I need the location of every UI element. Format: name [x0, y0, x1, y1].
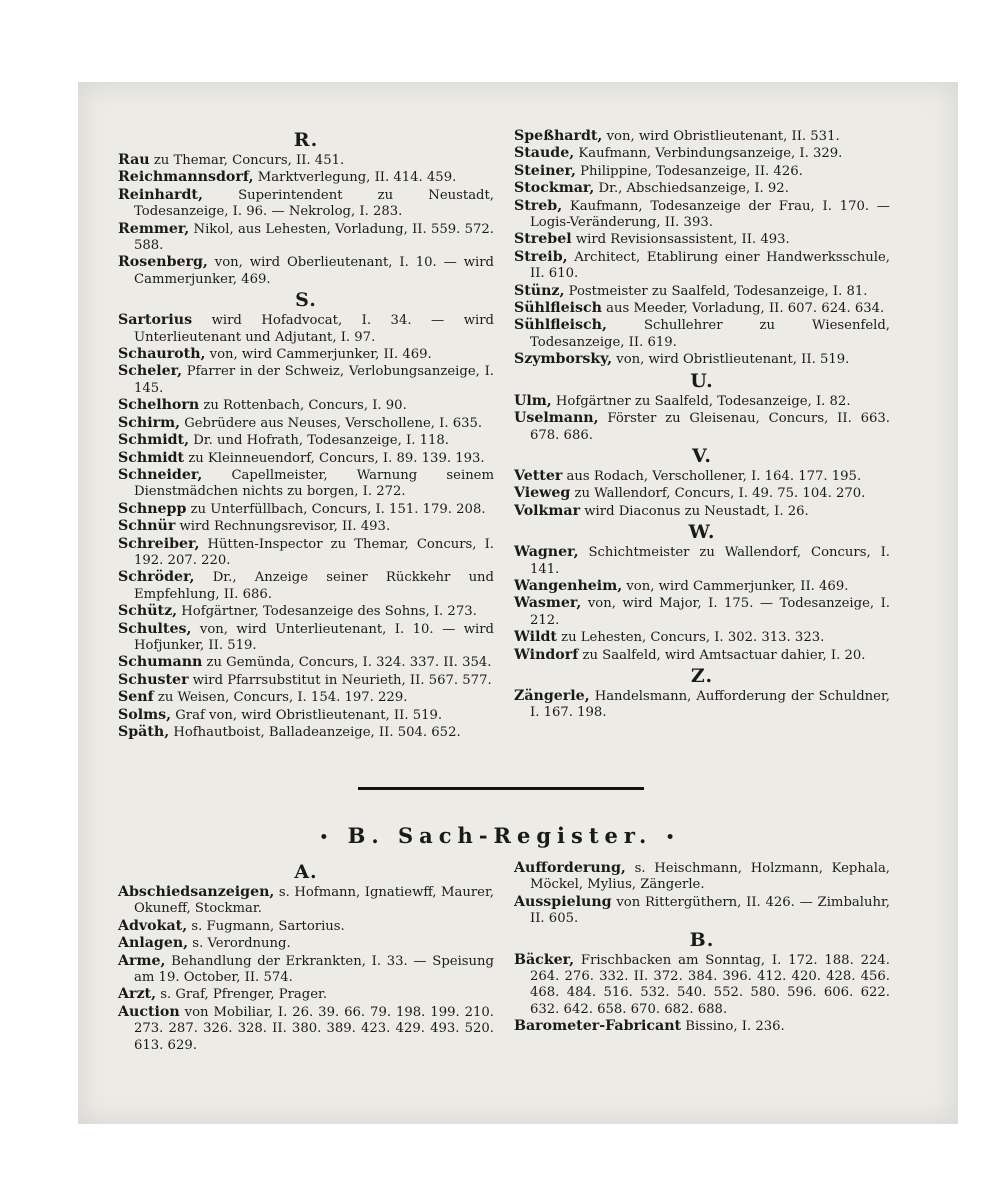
entry-headword: Advokat, [118, 917, 188, 934]
entry-text: Hofhautboist, Balladeanzeige, II. 504. 652. [169, 725, 461, 740]
entry-text: zu Wallendorf, Concurs, I. 49. 75. 104. 270. [570, 486, 866, 502]
index-entry [514, 351, 890, 368]
index-entry [514, 393, 890, 410]
index-entry [118, 518, 494, 535]
index-entry [514, 578, 890, 595]
entry-headword: Windorf [514, 646, 579, 663]
index-entry [118, 654, 494, 671]
entry-headword: Schelhorn [118, 397, 200, 414]
entry-headword: Solms, [118, 706, 172, 723]
persons-register-left-column [118, 128, 494, 741]
index-entry [514, 198, 890, 232]
entry-headword: Schirm, [118, 414, 181, 431]
entry-headword: Schauroth, [118, 346, 206, 363]
entry-text: Kaufmann, Todesanzeige der Frau, I. 170. — Logis-Veränderung, II. 393. [530, 198, 890, 231]
entry-headword: Reichmannsdorf, [118, 169, 254, 186]
entry-text: wird Diaconus zu Neustadt, I. 26. [580, 503, 809, 519]
entry-text: Schichtmeister zu Wallendorf, Concurs, I. 141. [530, 545, 890, 577]
entry-headword: Späth, [118, 724, 170, 740]
subject-register-right-column [514, 860, 890, 1036]
index-entry [514, 860, 890, 894]
index-entry [514, 180, 890, 197]
index-entry [118, 689, 494, 706]
entry-text: von, wird Cammerjunker, II. 469. [205, 347, 432, 363]
register-heading: B. Sach-Register. [347, 823, 653, 848]
index-entry [118, 187, 494, 221]
entry-text: Dr. und Hofrath, Todesanzeige, I. 118. [189, 433, 449, 449]
entry-text: Bissino, I. 236. [681, 1019, 785, 1035]
letter-heading: W. [688, 521, 716, 544]
entry-headword: Uselmann, [514, 410, 599, 427]
entry-text: Frischbacken am Sonntag, I. 172. 188. 224. 264. 276. 332. II. 372. 384. 396. 412. 420. 428. 456. 468. 484. 516. 532. 540. 552. 580. 596. 606. 622. 632. 642. 658. 670. 682. 688. [530, 952, 890, 1017]
entry-text: von, wird Obristlieutenant, II. 519. [612, 352, 850, 368]
entry-headword: Wasmer, [514, 595, 582, 612]
index-entry [514, 283, 890, 300]
entry-headword: Wagner, [514, 544, 579, 561]
entry-text: s. Fugmann, Sartorius. [187, 918, 345, 934]
letter-heading: Z. [690, 664, 714, 687]
entry-text: von, wird Unterlieutenant, I. 10. — wird Hofjunker, II. 519. [134, 621, 494, 653]
entry-text: aus Rodach, Verschollener, I. 164. 177. 195. [562, 468, 862, 484]
entry-headword: Ulm, [514, 392, 552, 409]
entry-headword: Streib, [514, 248, 568, 265]
entry-headword: Schröder, [118, 569, 195, 586]
entry-text: Philippine, Todesanzeige, II. 426. [575, 163, 803, 179]
index-entry [514, 1018, 890, 1035]
index-entry [118, 935, 494, 952]
entry-text: Kaufmann, Verbindungsanzeige, I. 329. [574, 146, 843, 162]
entry-text: Dr., Abschiedsanzeige, I. 92. [594, 181, 789, 197]
entry-headword: Anlagen, [118, 935, 189, 952]
entry-headword: Reinhardt, [118, 186, 203, 203]
entry-headword: Senf [118, 689, 154, 706]
entry-text: Gebrüdere aus Neuses, Verschollene, I. 635. [180, 415, 483, 431]
letter-heading: B. [689, 928, 715, 951]
entry-headword: Rau [118, 152, 150, 168]
index-entry [118, 1004, 494, 1054]
index-entry [118, 918, 494, 935]
subject-register-left-column [118, 860, 494, 1054]
index-entry [118, 346, 494, 363]
entry-headword: Speßhardt, [514, 128, 603, 144]
entry-text: zu Rottenbach, Concurs, I. 90. [199, 398, 407, 414]
index-entry [118, 603, 494, 620]
entry-headword: Remmer, [118, 220, 190, 237]
persons-register-right-column [514, 128, 890, 722]
entry-text: Dr., Anzeige seiner Rückkehr und Empfehlung, II. 686. [134, 570, 494, 602]
entry-headword: Volkmar [514, 502, 581, 519]
index-entry [514, 894, 890, 928]
entry-text: s. Hofmann, Ignatiewff, Maurer, Okuneff, Stockmar. [134, 885, 494, 917]
index-entry [514, 595, 890, 629]
index-entry [514, 647, 890, 664]
index-entry [514, 544, 890, 578]
index-entry [118, 450, 494, 467]
letter-heading: A. [294, 861, 318, 883]
entry-headword: Schütz, [118, 603, 178, 620]
index-entry [118, 672, 494, 689]
entry-text: wird Pfarrsubstitut in Neurieth, II. 567. 577. [188, 672, 492, 688]
entry-text: Marktverlegung, II. 414. 459. [253, 170, 457, 186]
entry-headword: Auction [118, 1003, 180, 1020]
entry-headword: Wildt [514, 629, 557, 646]
entry-headword: Rosenberg, [118, 254, 208, 271]
entry-headword: Schultes, [118, 620, 192, 637]
entry-text: Hütten-Inspector zu Themar, Concurs, I. 192. 207. 220. [134, 536, 494, 568]
index-entry [118, 432, 494, 449]
index-entry [118, 397, 494, 414]
entry-headword: Vetter [514, 467, 563, 484]
letter-heading: R. [293, 129, 319, 151]
index-entry [118, 152, 494, 169]
entry-text: von, wird Major, I. 175. — Todesanzeige, I. 212. [530, 596, 890, 628]
letter-heading: V. [691, 444, 713, 467]
entry-headword: Zängerle, [514, 687, 590, 704]
entry-text: Handelsmann, Aufforderung der Schuldner, I. 167. 198. [530, 688, 890, 721]
entry-text: zu Unterfüllbach, Concurs, I. 151. 179. 208. [186, 501, 486, 517]
entry-headword: Aufforderung, [514, 860, 626, 876]
index-entry [514, 485, 890, 502]
entry-headword: Schnür [118, 518, 176, 535]
entry-text: s. Graf, Pfrenger, Prager. [156, 987, 328, 1003]
index-entry [118, 467, 494, 501]
index-entry [514, 128, 890, 145]
entry-text: Förster zu Gleisenau, Concurs, II. 663. 678. 686. [530, 411, 890, 443]
entry-headword: Arzt, [118, 986, 157, 1003]
entry-text: von, wird Oberlieutenant, I. 10. — wird Cammerjunker, 469. [134, 255, 494, 287]
letter-heading: S. [295, 289, 317, 312]
entry-text: s. Heischmann, Holzmann, Kephala, Möckel, Mylius, Zängerle. [530, 861, 890, 893]
entry-headword: Schuster [118, 671, 189, 688]
section-divider [358, 787, 644, 790]
entry-headword: Scheler, [118, 363, 183, 380]
index-entry [514, 231, 890, 248]
index-entry [118, 312, 494, 346]
index-entry [118, 221, 494, 255]
index-entry [118, 501, 494, 518]
index-entry [118, 536, 494, 570]
entry-text: von Mobiliar, I. 26. 39. 66. 79. 198. 199. 210. 273. 287. 326. 328. II. 380. 389. 423. 429. 493. 520. 613. 629. [134, 1004, 494, 1053]
index-entry [514, 317, 890, 351]
index-entry [514, 952, 890, 1019]
entry-headword: Ausspielung [514, 893, 612, 910]
entry-text: zu Lehesten, Concurs, I. 302. 313. 323. [556, 630, 825, 646]
index-entry [118, 724, 494, 741]
entry-text: Hofgärtner zu Saalfeld, Todesanzeige, I. 82. [551, 393, 851, 409]
letter-heading: U. [690, 369, 714, 392]
index-entry [118, 169, 494, 186]
entry-text: wird Rechnungsrevisor, II. 493. [175, 519, 391, 535]
entry-text: Capellmeister, Warnung seinem Dienstmädchen nichts zu borgen, I. 272. [134, 467, 494, 500]
entry-headword: Schreiber, [118, 535, 200, 552]
entry-headword: Arme, [118, 952, 166, 969]
entry-headword: Staude, [514, 145, 575, 162]
entry-text: Schullehrer zu Wiesenfeld, Todesanzeige, II. 619. [530, 318, 890, 350]
entry-text: wird Hofadvocat, I. 34. — wird Unterlieutenant und Adjutant, I. 97. [134, 313, 494, 345]
index-entry [118, 363, 494, 397]
entry-text: wird Revisionsassistent, II. 493. [571, 232, 790, 248]
entry-text: von Rittergüthern, II. 426. — Zimbaluhr, II. 605. [530, 894, 890, 927]
entry-headword: Sartorius [118, 312, 193, 329]
entry-headword: Steiner, [514, 162, 576, 179]
entry-headword: Streb, [514, 197, 563, 214]
entry-text: aus Meeder, Vorladung, II. 607. 624. 634. [601, 301, 885, 317]
index-entry [514, 249, 890, 283]
entry-headword: Stockmar, [514, 180, 595, 197]
index-entry [514, 163, 890, 180]
entry-text: Nikol, aus Lehesten, Vorladung, II. 559. 572. 588. [134, 221, 494, 254]
entry-headword: Schnepp [118, 500, 187, 517]
entry-text: zu Saalfeld, wird Amtsactuar dahier, I. 20. [578, 647, 866, 663]
entry-headword: Schmidt [118, 449, 185, 466]
index-entry [514, 468, 890, 485]
entry-text: Architect, Etablirung einer Handwerksschule, II. 610. [530, 249, 890, 282]
entry-text: zu Kleinneuendorf, Concurs, I. 89. 139. 193. [184, 450, 485, 466]
entry-text: zu Weisen, Concurs, I. 154. 197. 229. [153, 690, 408, 706]
index-entry [514, 145, 890, 162]
entry-text: zu Gemünda, Concurs, I. 324. 337. II. 354. [202, 655, 492, 671]
entry-text: Postmeister zu Saalfeld, Todesanzeige, I. 81. [564, 283, 868, 299]
index-entry [118, 884, 494, 918]
entry-text: Hofgärtner, Todesanzeige des Sohns, I. 273. [177, 604, 477, 620]
index-entry [118, 254, 494, 288]
entry-headword: Bäcker, [514, 951, 575, 968]
index-entry [514, 410, 890, 444]
entry-text: Behandlung der Erkrankten, I. 33. — Speisung am 19. October, II. 574. [134, 953, 494, 986]
subject-register-title [0, 823, 1000, 848]
entry-text: Pfarrer in der Schweiz, Verlobungsanzeige, I. 145. [134, 364, 494, 396]
entry-headword: Strebel [514, 231, 572, 248]
entry-text: Graf von, wird Obristlieutenant, II. 519. [171, 707, 443, 723]
entry-headword: Barometer-Fabricant [514, 1018, 682, 1035]
entry-text: s. Verordnung. [188, 936, 291, 952]
index-entry [118, 953, 494, 987]
entry-headword: Abschiedsanzeigen, [118, 884, 275, 900]
index-entry [118, 621, 494, 655]
entry-headword: Stünz, [514, 282, 565, 299]
index-entry [118, 415, 494, 432]
index-entry [514, 300, 890, 317]
entry-headword: Schmidt, [118, 432, 190, 449]
entry-text: von, wird Obristlieutenant, II. 531. [602, 129, 840, 144]
index-entry [514, 629, 890, 646]
index-entry [118, 569, 494, 603]
entry-headword: Sühlfleisch [514, 300, 602, 317]
entry-headword: Wangenheim, [514, 577, 623, 594]
index-entry [514, 688, 890, 722]
index-entry [118, 707, 494, 724]
index-entry [514, 503, 890, 520]
bullet-mark-right: • [665, 829, 681, 846]
entry-headword: Schumann [118, 654, 203, 671]
index-entry [118, 986, 494, 1003]
entry-headword: Sühlfleisch, [514, 317, 607, 334]
entry-headword: Szymborsky, [514, 351, 613, 368]
entry-headword: Schneider, [118, 466, 203, 483]
entry-text: Superintendent zu Neustadt, Todesanzeige, I. 96. — Nekrolog, I. 283. [134, 187, 494, 220]
entry-text: von, wird Cammerjunker, II. 469. [622, 578, 849, 594]
bullet-mark-left: • [319, 829, 335, 846]
entry-headword: Vieweg [514, 485, 571, 502]
entry-text: zu Themar, Concurs, II. 451. [149, 153, 345, 168]
